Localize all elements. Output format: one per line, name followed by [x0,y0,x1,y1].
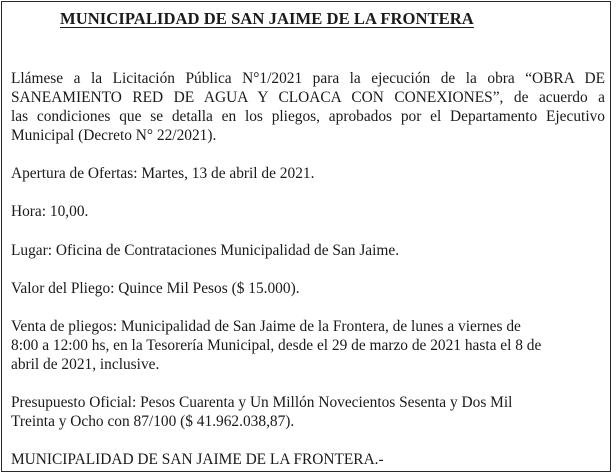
valor-line: Valor del Pliego: Quince Mil Pesos ($ 15.000). [11,280,300,297]
closing-signature: MUNICIPALIDAD DE SAN JAIME DE LA FRONTERA.- [11,451,384,468]
intro-line: Llámese a la Licitación Pública N°1/2021 para la ejecución de la obra “OBRA DE [11,70,605,87]
presupuesto-line: Treinta y Ocho con 87/100 ($ 41.962.038,87). [11,413,295,430]
apertura-line: Apertura de Ofertas: Martes, 13 de abril de 2021. [11,165,315,182]
intro-line: las condiciones que se detalla en los pliegos, aprobados por el Departamento Ejecutivo [11,108,605,125]
hora-line: Hora: 10,00. [11,203,89,220]
intro-line: SANEAMIENTO RED DE AGUA Y CLOACA CON CONEXIONES”, de acuerdo a [11,89,605,106]
intro-line: Municipal (Decreto N° 22/2021). [11,127,217,144]
venta-line: Venta de pliegos: Municipalidad de San Jaime de la Frontera, de lunes a viernes de [11,318,521,335]
venta-line: abril de 2021, inclusive. [11,356,160,373]
notice-title: MUNICIPALIDAD DE SAN JAIME DE LA FRONTERA [60,9,474,28]
lugar-line: Lugar: Oficina de Contrataciones Municipalidad de San Jaime. [11,242,400,259]
presupuesto-paragraph [11,393,605,431]
venta-paragraph [11,317,605,374]
venta-line: 8:00 a 12:00 hs, en la Tesorería Municipal, desde el 29 de marzo de 2021 hasta el 8 de [11,337,542,354]
presupuesto-line: Presupuesto Oficial: Pesos Cuarenta y Un Millón Novecientos Sesenta y Dos Mil [11,394,513,411]
intro-paragraph [11,69,605,145]
